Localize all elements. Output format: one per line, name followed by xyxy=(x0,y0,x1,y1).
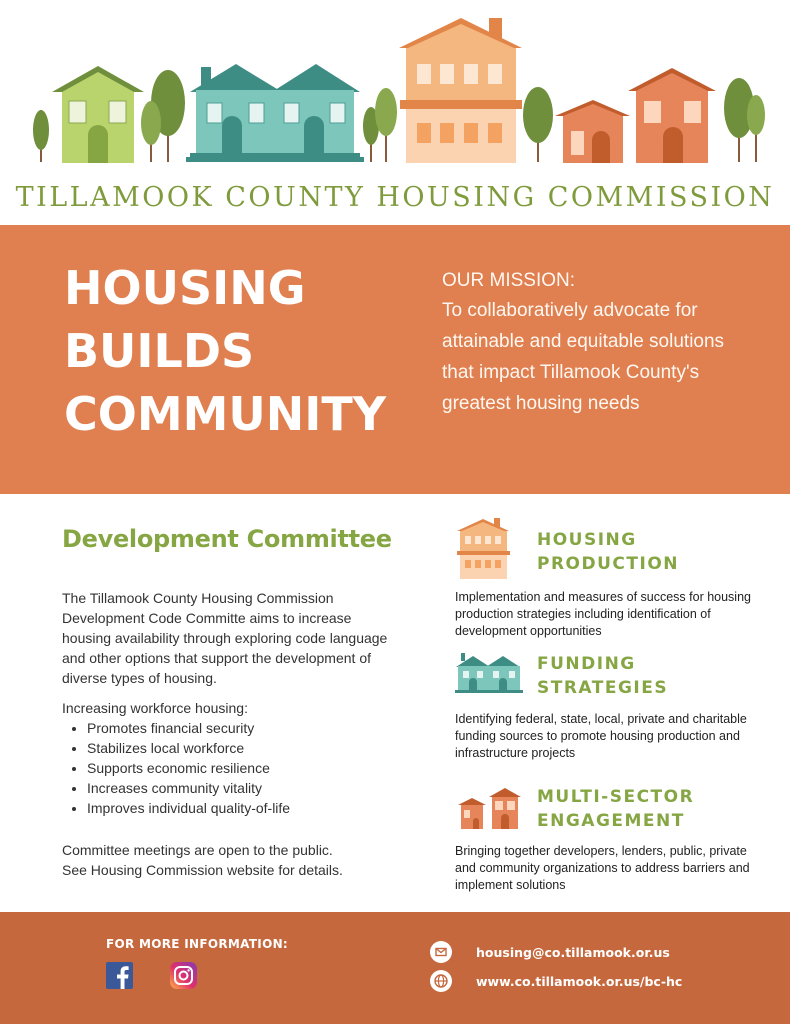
list-item: • Increases community vitality xyxy=(87,778,392,798)
houses-illustration xyxy=(0,0,790,170)
tree-icon xyxy=(141,101,161,162)
mission-statement xyxy=(442,267,742,419)
feature-description: Implementation and measures of success for housing production strategies including identification of development opportunities xyxy=(455,590,751,638)
apartment-building-icon xyxy=(399,18,522,163)
tree-icon xyxy=(523,87,553,162)
committee-intro: The Tillamook County Housing Commission Development Code Committe aims to increase housing availability through exploring code language and other options that support the development of diverse types of housing. xyxy=(62,590,388,686)
feature-title xyxy=(537,785,694,833)
benefits-list xyxy=(62,718,392,818)
organization-name: TILLAMOOK COUNTY HOUSING COMMISSION xyxy=(15,182,775,213)
feature-title xyxy=(537,652,668,700)
tree-icon xyxy=(375,88,397,162)
small-house-icon xyxy=(555,100,630,163)
committee-title: Development Committee xyxy=(62,525,392,553)
feature-title xyxy=(537,528,679,576)
feature-title-line: ENGAGEMENT xyxy=(537,811,685,831)
tree-icon xyxy=(747,95,765,162)
green-house-icon xyxy=(52,66,144,163)
meetings-line: Committee meetings are open to the public. xyxy=(62,842,333,858)
feature-title-line: FUNDING xyxy=(537,654,636,674)
feature-title-line: STRATEGIES xyxy=(537,678,669,698)
globe-icon xyxy=(430,970,452,992)
tree-icon xyxy=(33,110,49,162)
feature-title-line: PRODUCTION xyxy=(537,554,679,574)
development-committee-section xyxy=(62,525,392,880)
list-item: • Stabilizes local workforce xyxy=(87,738,392,758)
mission-heading: OUR MISSION: xyxy=(442,270,576,291)
footer xyxy=(0,912,790,1024)
email-icon xyxy=(430,941,452,963)
hero-banner xyxy=(0,225,790,494)
teal-duplex-icon xyxy=(186,64,364,162)
duplex-house-icon xyxy=(455,652,523,696)
two-houses-icon xyxy=(455,785,525,831)
list-item: • Improves individual quality-of-life xyxy=(87,798,392,818)
instagram-icon[interactable] xyxy=(170,962,197,989)
website-link[interactable]: www.co.tillamook.or.us/bc-hc xyxy=(476,974,683,989)
more-info-label: FOR MORE INFORMATION: xyxy=(106,937,289,951)
benefits-label: Increasing workforce housing: xyxy=(62,700,248,716)
feature-description: Identifying federal, state, local, private and charitable funding sources to promote housing production and infrastructure projects xyxy=(455,712,747,760)
hero-title-line: COMMUNITY xyxy=(64,387,387,441)
hero-title xyxy=(64,257,394,446)
orange-house-icon xyxy=(628,68,716,163)
list-item: • Supports economic resilience xyxy=(87,758,392,778)
feature-title-line: HOUSING xyxy=(537,530,637,550)
list-item: • Promotes financial security xyxy=(87,718,392,738)
meetings-note xyxy=(62,840,392,880)
facebook-icon[interactable] xyxy=(106,962,133,989)
feature-title-line: MULTI-SECTOR xyxy=(537,787,695,807)
hero-title-line: HOUSING xyxy=(64,261,306,315)
email-link[interactable]: housing@co.tillamook.or.us xyxy=(476,945,670,960)
meetings-line: See Housing Commission website for details. xyxy=(62,862,343,878)
mission-text: To collaboratively advocate for attainable and equitable solutions that impact Tillamook County's greatest housing needs xyxy=(442,300,725,414)
feature-description: Bringing together developers, lenders, public, private and community organizations to address barriers and implement solutions xyxy=(455,844,750,892)
hero-title-line: BUILDS xyxy=(64,324,255,378)
apartment-building-icon xyxy=(455,518,515,580)
